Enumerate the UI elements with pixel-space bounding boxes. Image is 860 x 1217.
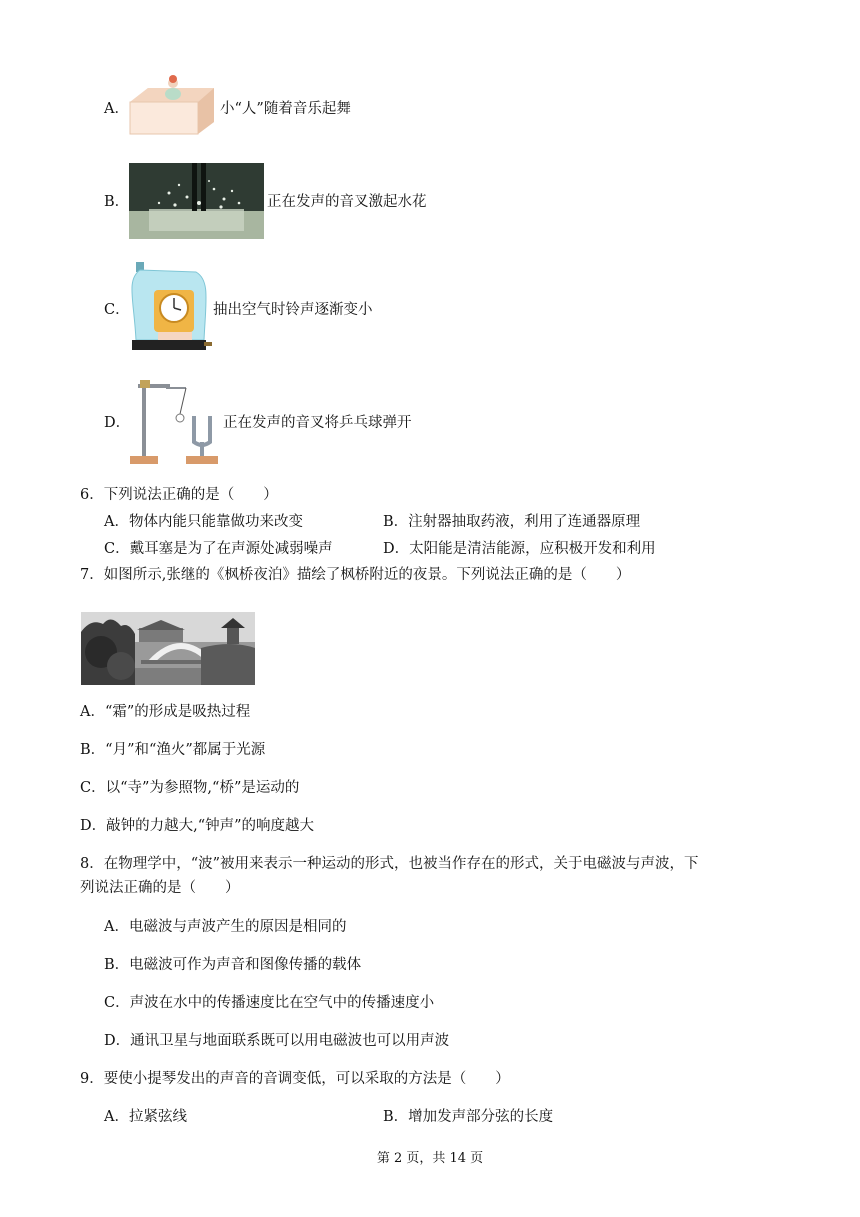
bell-jar-clock-image xyxy=(130,260,212,356)
q7-option-a: A．“霜”的形成是吸热过程 xyxy=(80,704,251,720)
maple-bridge-night-image xyxy=(81,612,255,685)
q6-option-b: B．注射器抽取药液，利用了连通器原理 xyxy=(383,514,641,530)
q5-option-b-letter: B． xyxy=(104,194,130,210)
q5-option-a-letter: A． xyxy=(104,101,129,117)
tuning-fork-pingpong-image xyxy=(128,376,220,468)
q7-option-b: B．“月”和“渔火”都属于光源 xyxy=(80,742,266,758)
q6-stem: 6．下列说法正确的是（ ） xyxy=(80,487,278,503)
q6-option-d: D．太阳能是清洁能源，应积极开发和利用 xyxy=(383,541,656,557)
q6-option-c: C．戴耳塞是为了在声源处减弱噪声 xyxy=(104,541,333,557)
q5-option-a-text: 小“人”随着音乐起舞 xyxy=(220,101,351,117)
q7-option-d: D．敲钟的力越大,“钟声”的响度越大 xyxy=(80,818,315,834)
q8-option-a: A．电磁波与声波产生的原因是相同的 xyxy=(104,919,347,935)
q8-option-b: B．电磁波可作为声音和图像传播的载体 xyxy=(104,957,362,973)
q8-option-c: C．声波在水中的传播速度比在空气中的传播速度小 xyxy=(104,995,435,1011)
music-box-dancer-image xyxy=(128,70,216,136)
q9-option-a: A．拉紧弦线 xyxy=(104,1109,187,1125)
q5-option-b-text: 正在发声的音叉激起水花 xyxy=(267,194,427,210)
q6-option-a: A．物体内能只能靠做功来改变 xyxy=(104,514,303,530)
q9-stem: 9．要使小提琴发出的声音的音调变低，可以采取的方法是（ ） xyxy=(80,1071,510,1087)
q5-option-c-letter: C． xyxy=(104,302,130,318)
q7-option-c: C．以“寺”为参照物,“桥”是运动的 xyxy=(80,780,300,796)
q5-option-d-letter: D． xyxy=(104,415,131,431)
tuning-fork-water-image xyxy=(129,163,264,239)
q8-stem-line1: 8．在物理学中，“波”被用来表示一种运动的形式，也被当作存在的形式，关于电磁波与声波，下 xyxy=(80,856,699,872)
q7-stem: 7．如图所示,张继的《枫桥夜泊》描绘了枫桥附近的夜景。下列说法正确的是（ ） xyxy=(80,567,631,583)
q9-option-b: B．增加发声部分弦的长度 xyxy=(383,1109,554,1125)
q5-option-c-text: 抽出空气时铃声逐渐变小 xyxy=(213,302,373,318)
q5-option-d-text: 正在发声的音叉将乒乓球弹开 xyxy=(223,415,412,431)
q8-stem-line2: 列说法正确的是（ ） xyxy=(80,880,240,896)
q8-option-d: D．通讯卫星与地面联系既可以用电磁波也可以用声波 xyxy=(104,1033,450,1049)
page-footer: 第 2 页，共 14 页 xyxy=(376,1151,484,1166)
